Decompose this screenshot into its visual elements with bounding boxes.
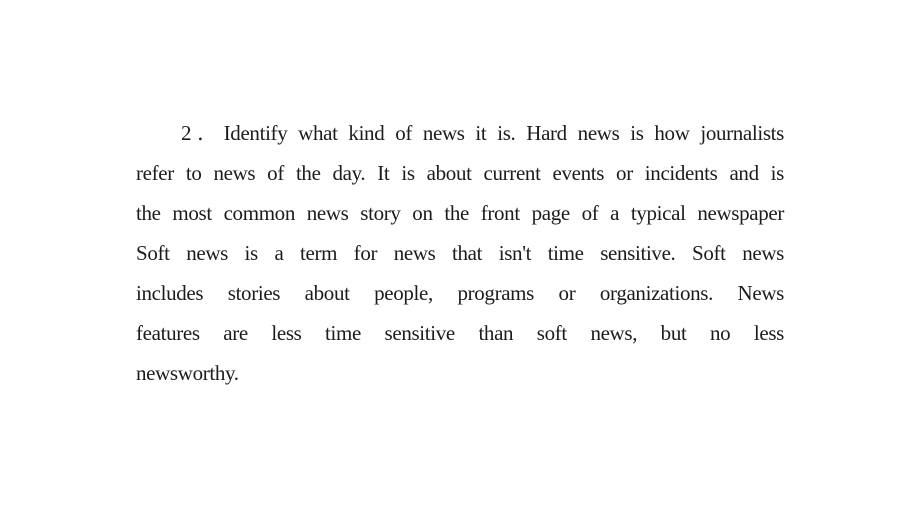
paragraph-line-7: newsworthy. — [136, 361, 239, 385]
paragraph-line-1: 2．Identify what kind of news it is. Hard news is how journalists — [181, 121, 784, 145]
paragraph-line-4: Soft news is a term for news that isn't time sensitive. Soft news — [136, 241, 784, 265]
paragraph-line-6: features are less time sensitive than soft news, but no less — [136, 321, 784, 345]
paragraph-news-types — [136, 118, 784, 398]
paragraph-line-2: refer to news of the day. It is about current events or incidents and is — [136, 161, 784, 185]
paragraph-line-5: includes stories about people, programs or organizations. News — [136, 281, 784, 305]
paragraph-line-3: the most common news story on the front page of a typical newspaper — [136, 201, 784, 225]
